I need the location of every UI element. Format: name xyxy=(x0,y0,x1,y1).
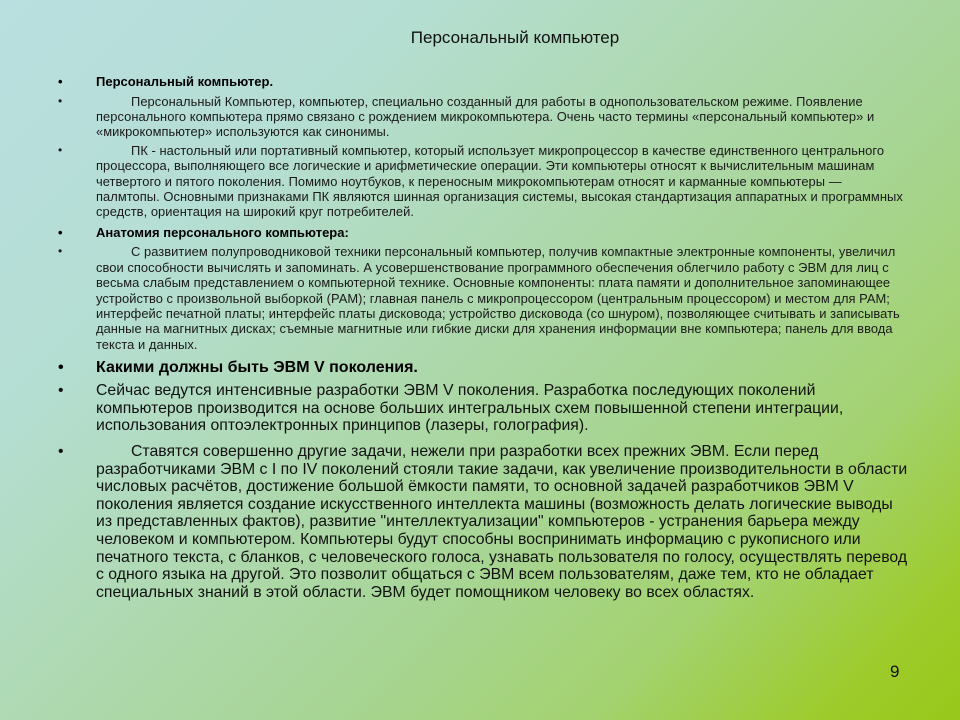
list-item-heading-anatomy xyxy=(58,225,908,241)
list-item-text: Персональный Компьютер, компьютер, специально созданный для работы в однопользовательском режиме. Появление персонального компьютера прямо связано с рождением микрокомпьютера. Очень часто термины «персональный компьютер» и «микрокомпьютер» используются как синонимы. xyxy=(96,93,875,140)
bullet-icon: • xyxy=(58,93,63,108)
bullet-icon: • xyxy=(58,382,64,400)
bullet-icon: • xyxy=(58,142,63,157)
list-item-text: Ставятся совершенно другие задачи, нежели при разработки всех прежних ЭВМ. Если перед разработчиками ЭВМ с I по IV поколений стояли такие задачи, как увеличение производительности в области числовых расчётов, достижение большой ёмкости памяти, то основной задачей разработчиков ЭВМ V поколения является создание искусственного интеллекта машины (возможность делать логические выводы из представленных фактов), развитие "интеллектуализации" компьютеров - устранения барьера между человеком и компьютером. Компьютеры будут способны воспринимать информацию с рукописного или печатного текста, с бланков, с человеческого голоса, узнавать пользователя по голосу, осуществлять перевод с одного языка на другой. Это позволит общаться с ЭВМ всем пользователям, даже тем, кто не обладает специальных знаний в этой области. ЭВМ будет помощником человеку во всех областях. xyxy=(96,443,908,601)
list-item-fifth-gen-goals xyxy=(58,443,908,601)
list-item-pc-definition xyxy=(58,94,908,140)
list-item-heading-pc xyxy=(58,74,908,90)
list-item-fifth-gen-development xyxy=(58,382,908,435)
bullet-icon: • xyxy=(58,244,63,259)
list-item-text: ПК - настольный или портативный компьютер, который использует микропроцессор в качестве единственного центрального процессора, выполняющего все логические и арифметические операции. Эти компьютеры относят к вычислительным машинам четвертого и пятого поколения. Помимо ноутбуков, к переносным микрокомпьютерам относят и карманные компьютеры — палмтопы. Основными признаками ПК являются шинная организация системы, высокая стандартизация аппаратных и программных средств, ориентация на широкий круг потребителей. xyxy=(96,142,903,220)
list-item-heading-fifth-gen xyxy=(58,359,908,377)
list-item-text: Какими должны быть ЭВМ V поколения. xyxy=(96,359,418,377)
list-item-text: Сейчас ведутся интенсивные разработки ЭВМ V поколения. Разработка последующих поколений компьютеров производится на основе больших интегральных схем повышенной степени интеграции, использования оптоэлектронных принципов (лазеры, голография). xyxy=(96,382,844,435)
list-item-text: С развитием полупроводниковой техники персональный компьютер, получив компактные электронные компоненты, увеличил свои способности вычислять и запоминать. А усовершенствование программного обеспечения облегчило работу с ЭВМ для лиц с весьма слабым представлением о компьютерной технике. Основные компоненты: плата памяти и дополнительное запоминающее устройство с произвольной выборкой (PAM); главная панель с микропроцессором (центральным процессором) и местом для PAM; интерфейс печатной платы; интерфейс платы дисковода; устройство дисковода (со шнуром), позволяющее считывать и записывать данные на магнитных дисках; съемные магнитные или гибкие диски для хранения информации вне компьютера; панель для ввода текста и данных. xyxy=(96,244,900,352)
bullet-icon: • xyxy=(58,224,63,240)
slide-title: Персональный компьютер xyxy=(410,28,620,47)
bullet-icon: • xyxy=(58,74,63,89)
list-item-pc-description xyxy=(58,143,908,220)
list-item-text: Анатомия персонального компьютера: xyxy=(96,224,349,240)
bullet-icon: • xyxy=(58,443,64,461)
list-item-anatomy-description xyxy=(58,244,908,352)
bullet-list xyxy=(58,74,908,601)
bullet-icon: • xyxy=(58,359,64,377)
page-number: 9 xyxy=(890,662,900,681)
list-item-text: Персональный компьютер. xyxy=(96,74,274,89)
